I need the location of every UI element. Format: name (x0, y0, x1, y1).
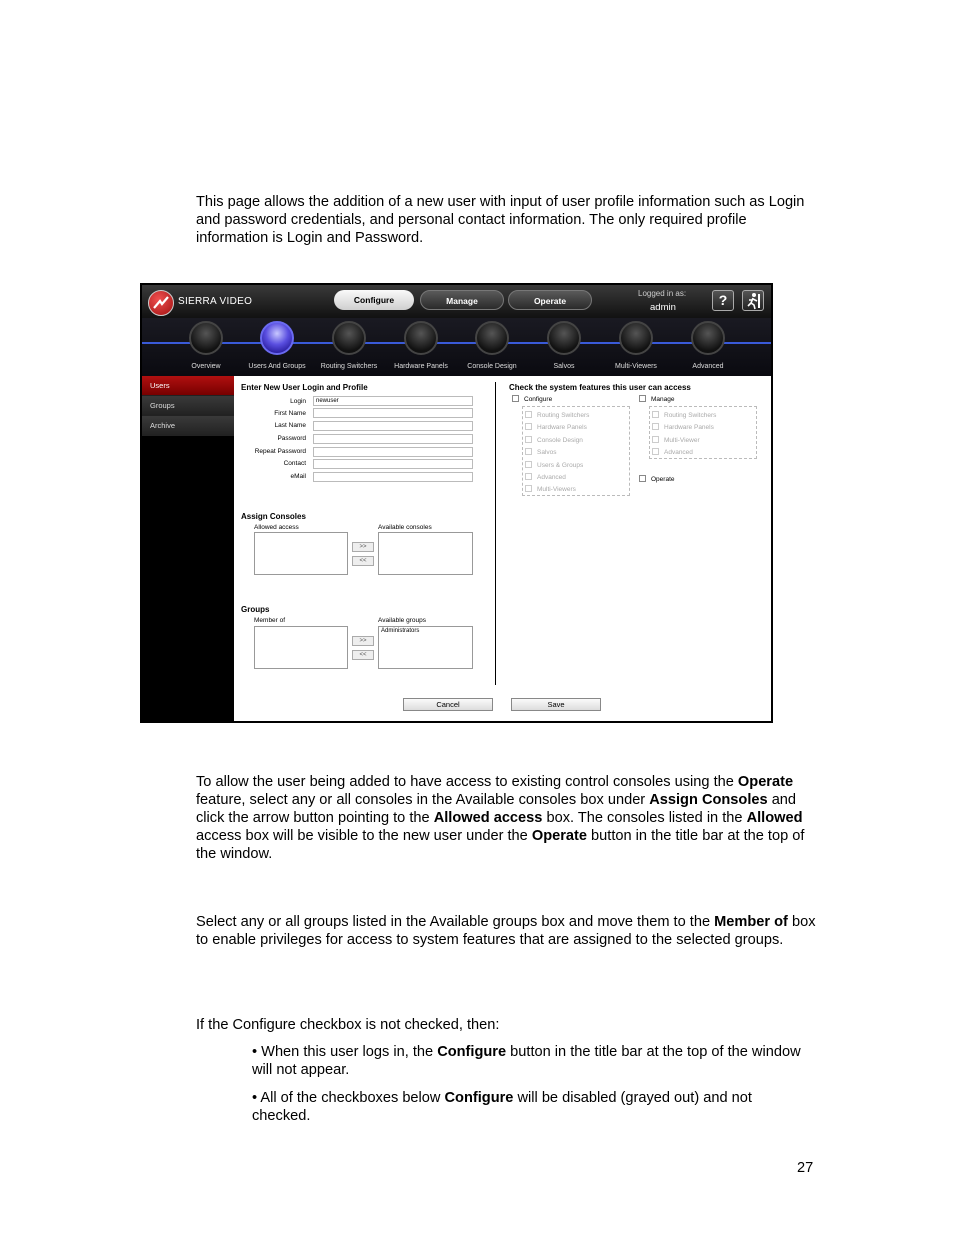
nav-label: Users And Groups (248, 363, 306, 370)
routing-switchers-checkbox[interactable] (525, 411, 532, 418)
bullet-checkboxes-disabled (252, 1089, 812, 1125)
sidebar-item-users[interactable]: Users (142, 376, 234, 396)
text: Select any or all groups listed in the Available groups box and move them to the (196, 914, 715, 930)
nav-orb-icon (260, 321, 294, 355)
console-design-checkbox[interactable] (525, 436, 532, 443)
routing-switchers-label: Routing Switchers (537, 412, 590, 419)
password-label: Password (277, 435, 306, 442)
list-item[interactable]: Administrators (381, 628, 420, 634)
configure-checkbox-label: Configure (524, 396, 553, 403)
contact-label: Contact (283, 460, 306, 467)
text: box. The consoles listed in the (542, 810, 747, 826)
operate-button[interactable]: Operate (508, 290, 592, 310)
nav-advanced[interactable] (678, 321, 738, 376)
login-label: Login (290, 398, 306, 405)
member-of-label: Member of (254, 617, 286, 624)
nav-label: Routing Switchers (320, 363, 378, 370)
features-heading: Check the system features this user can access (509, 383, 691, 392)
nav-orb-icon (404, 321, 438, 355)
manage-checkbox[interactable] (639, 395, 646, 402)
text: access box will be visible to the new user under the (196, 828, 532, 844)
nav-label: Salvos (553, 363, 575, 370)
nav-label: Overview (191, 363, 221, 370)
consoles-paragraph (196, 773, 816, 863)
login-input[interactable]: newuser (313, 396, 473, 406)
app-screenshot (140, 283, 773, 723)
bullet-configure-hidden (252, 1043, 812, 1079)
groups-heading: Groups (241, 605, 270, 614)
nav-orb-icon (619, 321, 653, 355)
bold-text: Operate (531, 828, 587, 844)
hardware-panels-label: Hardware Panels (537, 424, 587, 431)
cancel-button[interactable]: Cancel (403, 698, 493, 711)
nav-overview[interactable] (176, 321, 236, 376)
nav-orb-icon (332, 321, 366, 355)
manage-routing-switchers-label: Routing Switchers (664, 412, 717, 419)
bold-text: Member of (714, 914, 788, 930)
nav-label: Multi-Viewers (615, 363, 657, 370)
bold-text: Allowed access (433, 810, 543, 826)
manage-hardware-panels-checkbox[interactable] (652, 423, 659, 430)
multi-viewers-label: Multi-Viewers (537, 486, 576, 493)
move-right-consoles-button[interactable]: >> (352, 542, 374, 552)
nav-strip (142, 318, 771, 376)
profile-heading: Enter New User Login and Profile (241, 383, 368, 392)
console-design-label: Console Design (537, 437, 583, 444)
nav-label: Console Design (467, 363, 517, 370)
nav-multi-viewers[interactable] (606, 321, 666, 376)
configure-checkbox[interactable] (512, 395, 519, 402)
manage-routing-switchers-checkbox[interactable] (652, 411, 659, 418)
advanced-checkbox[interactable] (525, 473, 532, 480)
manage-advanced-label: Advanced (664, 449, 693, 456)
text: button in the title bar at the top of the window. (196, 828, 805, 862)
salvos-label: Salvos (537, 449, 557, 456)
users-groups-checkbox[interactable] (525, 461, 532, 468)
title-bar (142, 285, 771, 318)
repeat-password-input[interactable] (313, 447, 473, 457)
hardware-panels-checkbox[interactable] (525, 423, 532, 430)
nav-orb-icon (547, 321, 581, 355)
member-of-list[interactable] (254, 626, 348, 669)
bold-text: Allowed (746, 810, 803, 826)
nav-label: Hardware Panels (394, 363, 448, 370)
available-consoles-label: Available consoles (378, 524, 432, 531)
repeat-password-label: Repeat Password (254, 448, 306, 455)
allowed-access-list[interactable] (254, 532, 348, 575)
manage-button[interactable]: Manage (420, 290, 504, 310)
logged-in-user: admin (650, 302, 676, 313)
nav-hardware-panels[interactable] (391, 321, 451, 376)
contact-input[interactable] (313, 459, 473, 469)
text: will be disabled (grayed out) and not checked. (252, 1090, 752, 1124)
available-consoles-list[interactable] (378, 532, 473, 575)
logout-icon[interactable] (742, 290, 764, 311)
move-left-consoles-button[interactable]: << (352, 556, 374, 566)
nav-users-and-groups[interactable] (247, 321, 307, 376)
manage-multi-viewer-label: Multi-Viewer (664, 437, 700, 444)
groups-paragraph (196, 913, 816, 949)
sidebar-item-archive[interactable]: Archive (142, 416, 234, 436)
bold-text: Assign Consoles (649, 792, 768, 808)
password-input[interactable] (313, 434, 473, 444)
move-left-groups-button[interactable]: << (352, 650, 374, 660)
email-input[interactable] (313, 472, 473, 482)
manage-checkbox-label: Manage (651, 396, 675, 403)
sidebar (142, 376, 234, 723)
text: box to enable privileges for access to system features that are assigned to the selected groups. (196, 914, 816, 948)
manage-multi-viewer-checkbox[interactable] (652, 436, 659, 443)
sierra-video-logo (148, 290, 174, 316)
allowed-access-label: Allowed access (254, 524, 299, 531)
first-name-input[interactable] (313, 408, 473, 418)
advanced-label: Advanced (537, 474, 566, 481)
text: To allow the user being added to have access to existing control consoles using the (196, 774, 738, 790)
multi-viewers-checkbox[interactable] (525, 485, 532, 492)
text: • When this user logs in, the (252, 1044, 438, 1060)
available-groups-label: Available groups (378, 617, 426, 624)
sidebar-item-groups[interactable]: Groups (142, 396, 234, 416)
move-right-groups-button[interactable]: >> (352, 636, 374, 646)
nav-salvos[interactable] (534, 321, 594, 376)
manage-hardware-panels-label: Hardware Panels (664, 424, 714, 431)
logged-in-label: Logged in as: (638, 289, 687, 298)
bold-text: Configure (437, 1044, 507, 1060)
assign-consoles-heading: Assign Consoles (241, 512, 306, 521)
text: and click the arrow button pointing to the (196, 792, 797, 826)
nav-orb-icon (691, 321, 725, 355)
salvos-checkbox[interactable] (525, 448, 532, 455)
text: • All of the checkboxes below (252, 1090, 445, 1106)
available-groups-list[interactable] (378, 626, 473, 669)
configure-paragraph: If the Configure checkbox is not checked, then: (196, 1017, 500, 1033)
operate-checkbox-label: Operate (651, 476, 675, 483)
page-number: 27 (797, 1160, 814, 1176)
bold-text: Operate (737, 774, 794, 790)
bold-text: Configure (444, 1090, 514, 1106)
last-name-label: Last Name (274, 422, 306, 429)
brand-name: SIERRA VIDEO (178, 296, 253, 307)
operate-checkbox[interactable] (639, 475, 646, 482)
save-button[interactable]: Save (511, 698, 601, 711)
help-icon[interactable]: ? (712, 290, 734, 311)
nav-orb-icon (189, 321, 223, 355)
first-name-label: First Name (274, 410, 306, 417)
email-label: eMail (290, 473, 306, 480)
last-name-input[interactable] (313, 421, 473, 431)
nav-console-design[interactable] (462, 321, 522, 376)
text: feature, select any or all consoles in the Available consoles box under (196, 792, 650, 808)
users-groups-label: Users & Groups (537, 462, 584, 469)
nav-label: Advanced (692, 363, 724, 370)
main-content (234, 376, 771, 723)
nav-line (142, 342, 771, 344)
configure-button[interactable]: Configure (334, 290, 414, 310)
nav-routing-switchers[interactable] (319, 321, 379, 376)
nav-orb-icon (475, 321, 509, 355)
intro-paragraph: This page allows the addition of a new user with input of user profile information such as Login and password credentials, and personal contact information. The only required profile information is Login and Password. (196, 194, 805, 246)
column-divider (495, 382, 496, 685)
text: button in the title bar at the top of the window will not appear. (252, 1044, 801, 1078)
manage-advanced-checkbox[interactable] (652, 448, 659, 455)
